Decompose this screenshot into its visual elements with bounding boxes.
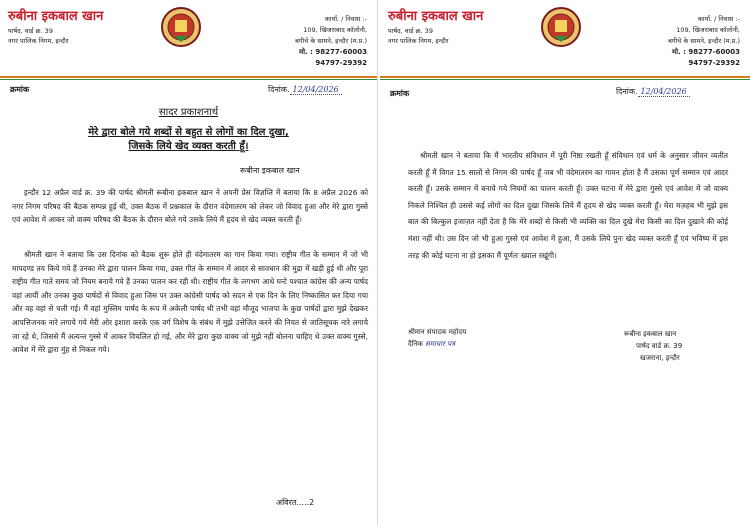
mobile-1: मो. : 98277-60003	[299, 48, 367, 56]
page-subtitle	[0, 126, 377, 154]
date-label: दिनांक	[268, 85, 287, 94]
letterhead-org: नगर पालिक निगम, इन्दौर	[8, 37, 69, 45]
mobile-2: 94797-29392	[315, 59, 367, 67]
letterhead-org: नगर पालिक निगम, इन्दौर	[388, 37, 449, 45]
letterhead	[380, 0, 750, 80]
subtitle-line-2: जिसके लिये खेद व्यक्त करती हूँ।	[128, 141, 249, 152]
ref-label: क्रमांक	[390, 89, 410, 98]
continued-marker: अविरत.....2	[276, 498, 315, 507]
address-label: कार्या. / निवास :-	[324, 15, 367, 23]
header-rule-green	[0, 79, 377, 80]
recipient-prefix: दैनिक	[408, 340, 423, 348]
address-label: कार्या. / निवास :-	[697, 15, 740, 23]
date-value: 12/04/2026	[638, 87, 690, 97]
date-line: दिनांक. 12/04/2026	[616, 86, 690, 97]
date-label: दिनांक	[616, 87, 635, 96]
date-line: दिनांक. 12/04/2026	[268, 84, 342, 95]
address-line-1: 109, खिजराबाद कॉलोनी,	[303, 26, 367, 34]
address-line-1: 109, खिजराबाद कॉलोनी,	[676, 26, 740, 34]
paragraph-3: श्रीमती खान ने बताया कि मैं भारतीय संविधान में पूरी निष्ठा रखती हूँ संविधान एवं धर्म के अनुसार जीवन व्यतीत करती हूँ मैं विगत 15 सालों से निगम की पार्षद हूँ जब भी वंदेमातरम का गायन होता है मैं उसका पूर्ण सम्मान एवं आदर करती हूँ। उसके सम्मान में बनाये गये नियमों का पालन करती हूँ। उक्त घटना में मेरे द्वारा गुस्से एवं आवेश में जो वाक्य निकले निश्चित ही उससे कई लोगों का दिल दुखा जिसके लिये मैं हृदय से खेद व्यक्त करती हूँ। मेरा मज़हब भी मुझे इस बात की बिल्कुल इजाज़त नहीं देता है कि मेरे शब्दों से किसी भी व्यक्ति का दिल दुखे मेरा किसी का दिल दुखाने की कोई मंशा नहीं थी। उस दिन जो भी हुआ गुस्से एवं आवेश में हुआ, मैं उसके लिये पुनः खेद व्यक्त करती हूँ एवं भविष्य में इस तरह की कोई घटना ना हो इसका मैं पूर्णतः ख्याल रखूंगी।	[408, 151, 728, 260]
letterhead-name: रुबीना इकबाल खान	[388, 9, 484, 24]
municipal-emblem-icon	[160, 6, 202, 48]
letterhead	[0, 0, 377, 80]
subtitle-line-1: मेरे द्वारा बोले गये शब्दों से बहुत से लोगों का दिल दुखा,	[88, 127, 289, 138]
letterhead-ward: पार्षद, वार्ड क्र. 39	[388, 27, 433, 35]
recipient-block	[408, 326, 466, 350]
ref-label: क्रमांक	[10, 85, 30, 94]
mobile-2: 94797-29392	[688, 59, 740, 67]
letter-page-2	[380, 0, 750, 525]
recipient-handwritten: समाचार पत्र	[425, 340, 455, 348]
letterhead-ward: पार्षद, वार्ड क्र. 39	[8, 27, 53, 35]
signature-place: खजराना, इन्दौर	[640, 354, 680, 362]
recipient-line-2	[408, 338, 466, 350]
address-line-2: बगीचे के सामने, इन्दौर (म.प्र.)	[295, 37, 367, 45]
municipal-emblem-icon	[540, 6, 582, 48]
header-rule-green	[380, 79, 750, 80]
mobile-1: मो. : 98277-60003	[672, 48, 740, 56]
header-rule-orange	[380, 76, 750, 78]
signature-block	[624, 328, 682, 364]
recipient-line-1: श्रीमान संपादक महोदय	[408, 328, 467, 336]
letterhead-name: रुबीना इकबाल खान	[8, 9, 104, 24]
address-line-2: बगीचे के सामने, इन्दौर (म.प्र.)	[668, 37, 740, 45]
paragraph-1: इन्दौर 12 अप्रैल वार्ड क्र. 39 की पार्षद श्रीमती रूबीना इकबाल खान ने अपनी प्रेस विज्ञप्ति में बताया कि 8 अप्रैल 2026 को नगर निगम परिषद की बैठक सम्पन्न हुई थी, उक्त बैठक में प्रश्नकाल के दौरान वंदेमातरम को लेकर जो विवाद हुआ और मेरे द्वारा गुस्से एवं आवेश में आकर जो वाक्य परिषद की बैठक के दौरान बोले गये उसके लिये मैं हृदय से खेद व्यक्त करती हूँ।	[12, 188, 368, 225]
date-value: 12/04/2026	[290, 85, 342, 95]
byline: रूबीना इकबाल खान	[240, 166, 300, 175]
signature-name: रूबीना इकबाल खान	[624, 330, 677, 338]
page-title: सादर प्रकाशनार्थ	[158, 107, 219, 118]
paragraph-2: श्रीमती खान ने बताया कि उस दिनांक को बैठक शुरू होते ही वंदेमातरम का गान किया गया। राष्ट्रीय गीत के सम्मान में जो भी मापदण्ड तय किये गये हैं उनका मेरे द्वारा पालन किया गया, उक्त गीत के सम्मान में आदर से सावधान की मुद्रा में खड़ी हुई थी और पूरा राष्ट्रीय गीत गाते समय जो नियम बनाये गये हैं उनका पालन कर रही थी। राष्ट्रीय गीत के लगभग आधे घन्टे पश्चात कांग्रेस की अन्य पार्षद वहां आयीं और उनका कुछ पार्षदों से विवाद हुआ जिस पर उक्त कांग्रेसी पार्षद को सदन से एक दिन के लिए निष्कासित कर दिया गया और वह वहां से चली गई। मैं वहां मुस्लिम पार्षद के रूप में अकेली पार्षद थी तभी वहां मौजूद भाजपा के कुछ पार्षदों द्वारा मुझे देखकर आपत्तिजनक नारे लगाये गये मेरी ओर इशारा करके एक वर्ग विशेष के संबंध में मुझे उत्तेजित करने की नियत से जातिसूचक नारे लगाये जा रहे थे, जिससे मैं अत्यन्त गुस्से में आकर विचलित हो गई, और मेरे द्वारा कुछ वाक्य जो मुझे नहीं बोलना चाहिए थे उक्त वाक्य गुस्से, आवेश में मेरे द्वारा मुंह से निकल गये।	[12, 250, 368, 355]
letterhead-address	[668, 14, 740, 69]
letterhead-address	[295, 14, 367, 69]
header-rule-orange	[0, 76, 377, 78]
signature-ward: पार्षद वार्ड क्र. 39	[636, 342, 683, 350]
